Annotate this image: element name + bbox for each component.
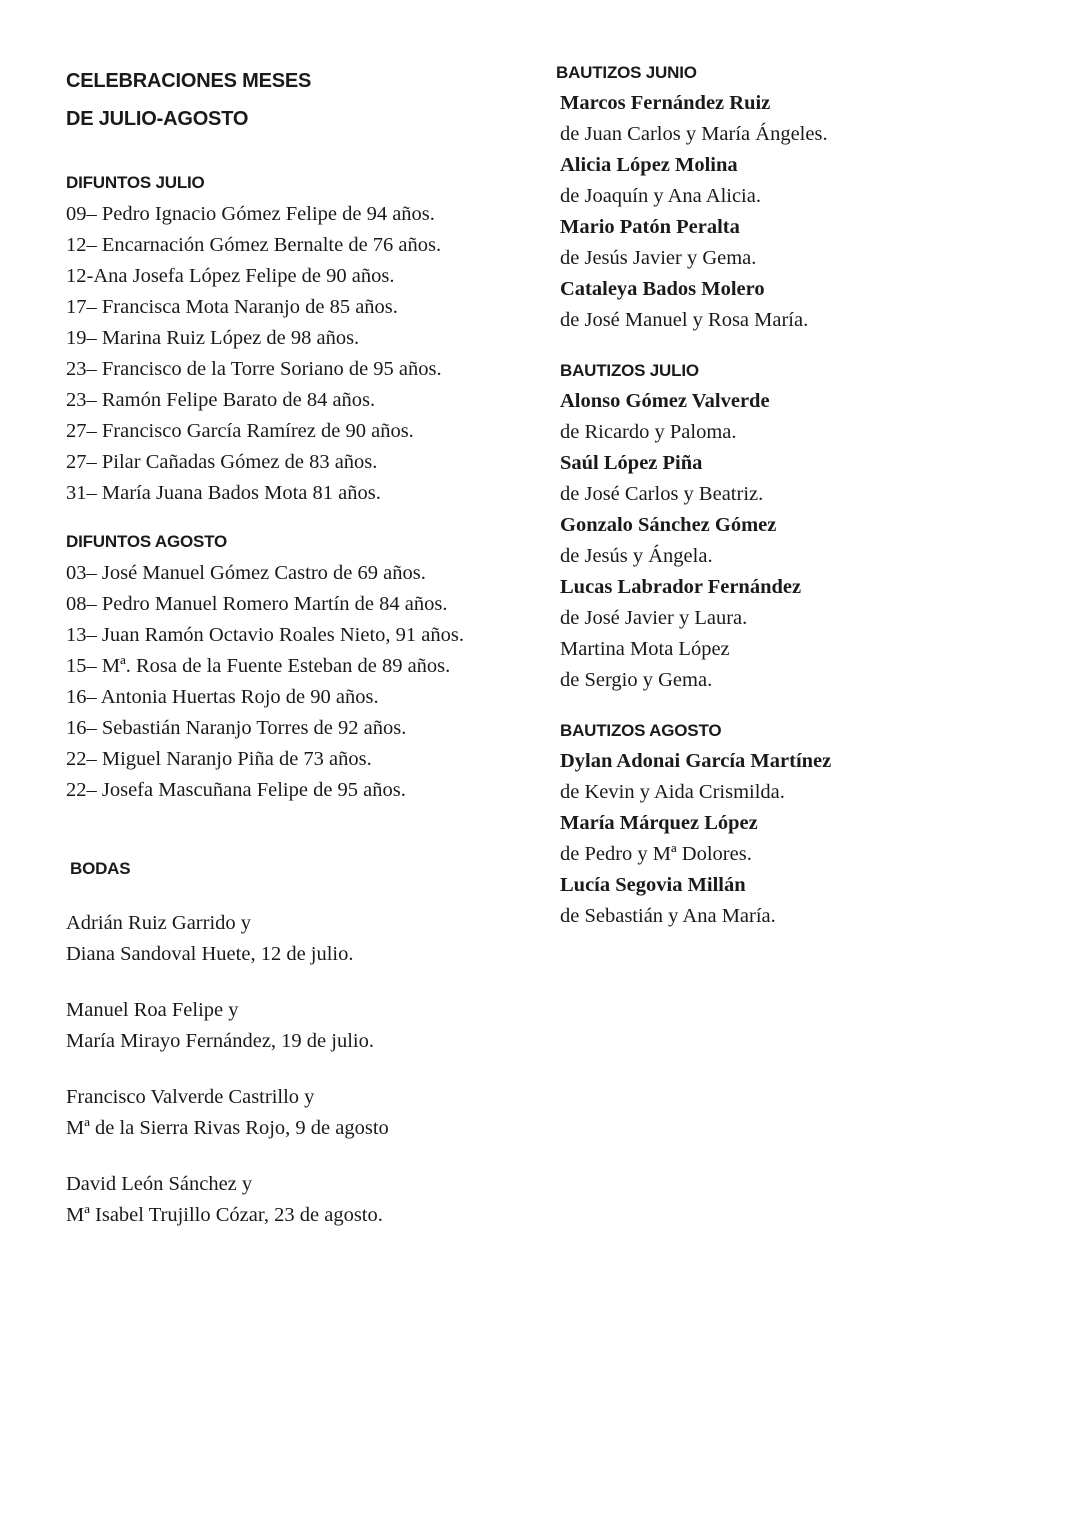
difuntos-julio-list [66,199,536,509]
bautizo-name: Alicia López Molina [560,154,738,176]
list-item: 08– Pedro Manuel Romero Martín de 84 años. [66,593,448,615]
boda-entry [66,995,536,1057]
bodas-heading: BODAS [70,859,131,878]
bautizo-parents: de Juan Carlos y María Ángeles. [560,123,828,145]
boda-entry [66,1082,536,1144]
bautizo-parents: de José Manuel y Rosa María. [560,309,809,331]
bautizo-parents: de Ricardo y Paloma. [560,421,737,443]
list-item: 12-Ana Josefa López Felipe de 90 años. [66,265,395,287]
bautizo-name: Gonzalo Sánchez Gómez [560,514,777,536]
list-item: 13– Juan Ramón Octavio Roales Nieto, 91 años. [66,624,464,646]
list-item: 16– Antonia Huertas Rojo de 90 años. [66,686,379,708]
bautizo-parents: de José Javier y Laura. [560,607,748,629]
list-item: 31– María Juana Bados Mota 81 años. [66,482,381,504]
difuntos-agosto-heading: DIFUNTOS AGOSTO [66,532,228,551]
bautizo-name: Dylan Adonai García Martínez [560,750,832,772]
bautizo-parents: de Sebastián y Ana María. [560,905,776,927]
bautizo-parents: de Kevin y Aida Crismilda. [560,781,785,803]
boda-entry [66,1169,536,1231]
list-item: 23– Ramón Felipe Barato de 84 años. [66,389,376,411]
bautizo-parents: de Joaquín y Ana Alicia. [560,185,761,207]
bautizo-name: Mario Patón Peralta [560,216,740,238]
list-item: 17– Francisca Mota Naranjo de 85 años. [66,296,398,318]
boda-line: Mª de la Sierra Rivas Rojo, 9 de agosto [66,1117,389,1139]
bautizo-name: Alonso Gómez Valverde [560,390,770,412]
bautizo-name: Saúl López Piña [560,452,703,474]
list-item: 23– Francisco de la Torre Soriano de 95 años. [66,358,442,380]
left-column [66,62,536,1231]
boda-line: Mª Isabel Trujillo Cózar, 23 de agosto. [66,1204,383,1226]
bautizo-name: María Márquez López [560,812,758,834]
bautizo-parents: de Jesús y Ángela. [560,545,713,567]
boda-line: David León Sánchez y [66,1173,253,1195]
list-item: 12– Encarnación Gómez Bernalte de 76 años. [66,234,442,256]
bautizos-junio-heading: BAUTIZOS JUNIO [556,63,697,82]
bautizo-name: Marcos Fernández Ruiz [560,92,771,114]
bautizo-parents: de José Carlos y Beatriz. [560,483,764,505]
bautizos-junio-list [556,88,1056,336]
bautizos-agosto-list [556,746,1056,932]
boda-line: María Mirayo Fernández, 19 de julio. [66,1030,374,1052]
bautizo-name: Martina Mota López [560,638,730,660]
bautizos-agosto-heading: BAUTIZOS AGOSTO [560,721,722,740]
list-item: 15– Mª. Rosa de la Fuente Esteban de 89 años. [66,655,451,677]
list-item: 27– Pilar Cañadas Gómez de 83 años. [66,451,378,473]
difuntos-julio-heading: DIFUNTOS JULIO [66,173,205,192]
bautizo-name: Lucas Labrador Fernández [560,576,802,598]
boda-line: Francisco Valverde Castrillo y [66,1086,315,1108]
bautizos-julio-heading: BAUTIZOS JULIO [560,361,699,380]
list-item: 03– José Manuel Gómez Castro de 69 años. [66,562,426,584]
boda-entry [66,908,536,970]
difuntos-agosto-list [66,558,536,806]
page-title-line1: CELEBRACIONES MESES [66,70,312,92]
boda-line: Manuel Roa Felipe y [66,999,239,1021]
bautizo-name: Lucía Segovia Millán [560,874,746,896]
bautizo-parents: de Sergio y Gema. [560,669,713,691]
page-title-line2: DE JULIO-AGOSTO [66,108,249,130]
bautizo-parents: de Jesús Javier y Gema. [560,247,757,269]
bautizo-parents: de Pedro y Mª Dolores. [560,843,752,865]
list-item: 22– Josefa Mascuñana Felipe de 95 años. [66,779,406,801]
bautizos-julio-list [556,386,1056,696]
boda-line: Diana Sandoval Huete, 12 de julio. [66,943,354,965]
list-item: 09– Pedro Ignacio Gómez Felipe de 94 años. [66,203,435,225]
bautizo-name: Cataleya Bados Molero [560,278,765,300]
list-item: 22– Miguel Naranjo Piña de 73 años. [66,748,372,770]
right-column [556,62,1056,932]
boda-line: Adrián Ruiz Garrido y [66,912,252,934]
list-item: 19– Marina Ruiz López de 98 años. [66,327,360,349]
list-item: 16– Sebastián Naranjo Torres de 92 años. [66,717,407,739]
list-item: 27– Francisco García Ramírez de 90 años. [66,420,414,442]
